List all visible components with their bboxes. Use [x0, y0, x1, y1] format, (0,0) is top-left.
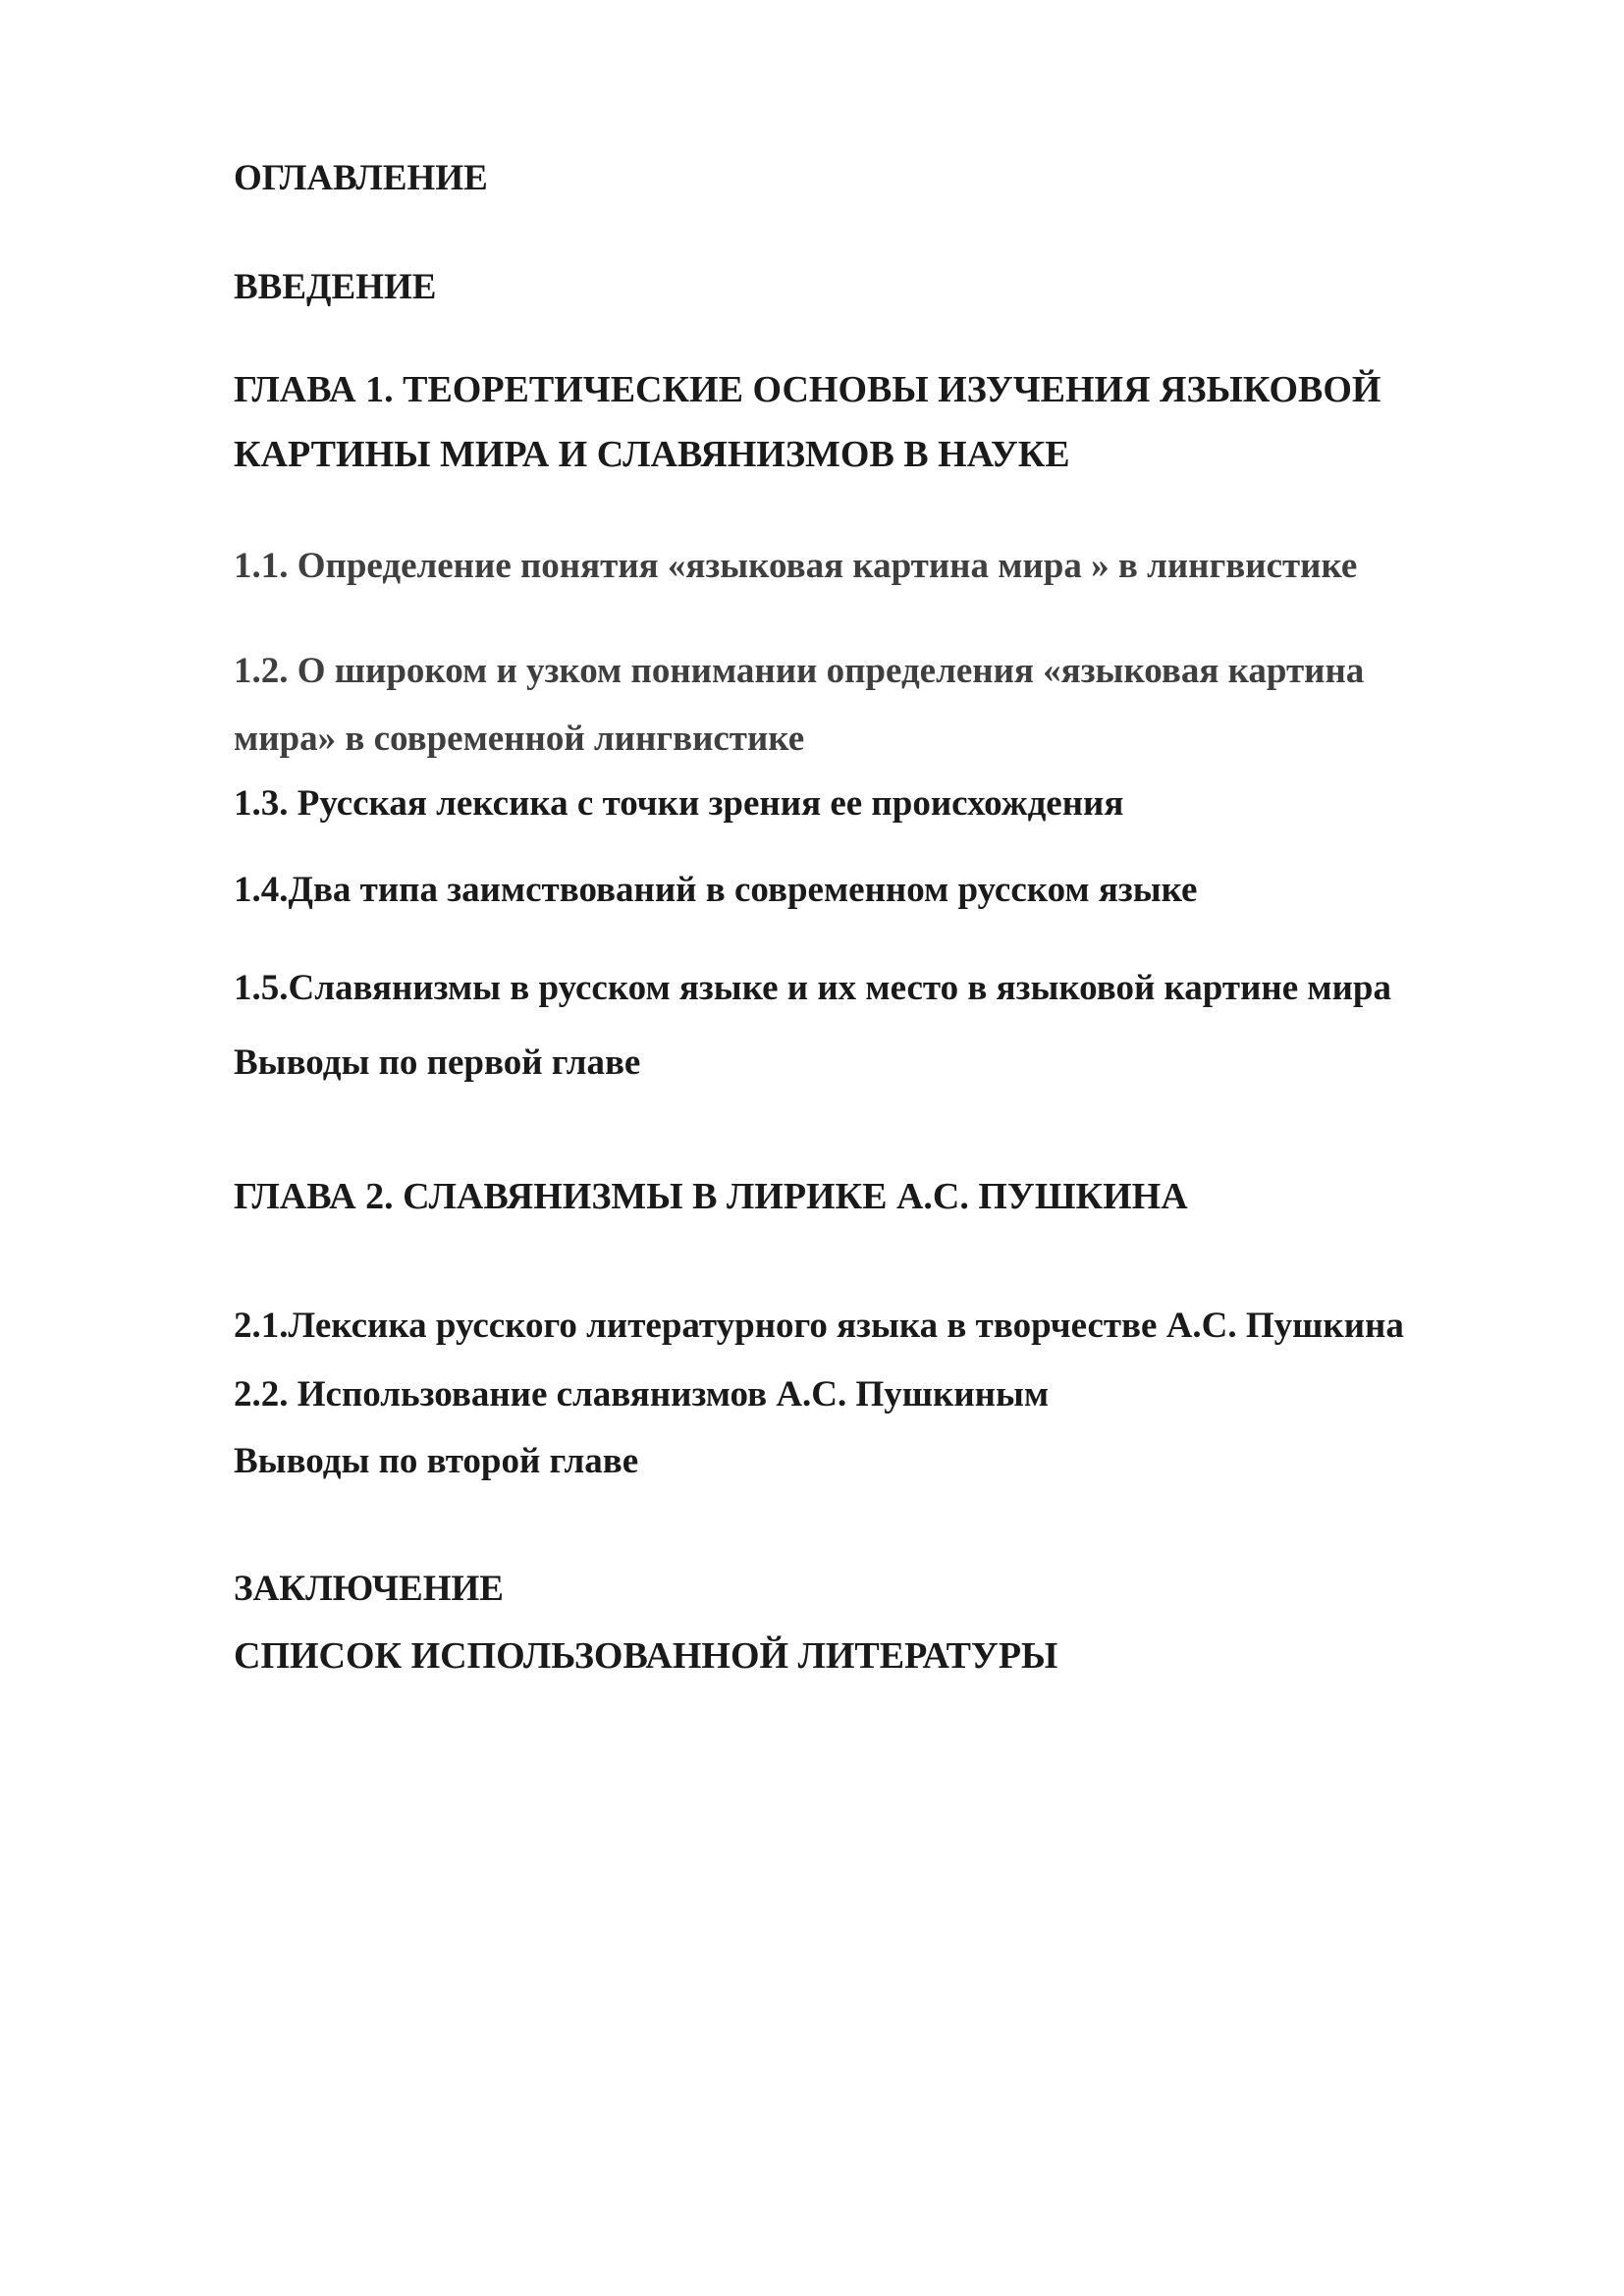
toc-entry-section-1-1: 1.1. Определение понятия «языковая картина мира » в лингвистике	[234, 546, 1358, 586]
toc-entry-section-1-2-line2: мира» в современной лингвистике	[234, 719, 805, 759]
toc-entry-section-1-4: 1.4.Два типа заимствований в современном русском языке	[234, 870, 1198, 910]
toc-entry-section-1-3: 1.3. Русская лексика с точки зрения ее происхождения	[234, 783, 1124, 824]
toc-entry-introduction: ВВЕДЕНИЕ	[234, 267, 437, 307]
toc-title: ОГЛАВЛЕНИЕ	[234, 158, 488, 198]
toc-entry-bibliography: СПИСОК ИСПОЛЬЗОВАННОЙ ЛИТЕРАТУРЫ	[234, 1635, 1058, 1677]
toc-entry-conclusion: ЗАКЛЮЧЕНИЕ	[234, 1569, 504, 1609]
toc-entry-section-2-1: 2.1.Лексика русского литературного языка в творчестве А.С. Пушкина	[234, 1306, 1404, 1346]
toc-entry-chapter1-heading-line2: КАРТИНЫ МИРА И СЛАВЯНИЗМОВ В НАУКЕ	[234, 434, 1070, 475]
toc-entry-chapter2-heading: ГЛАВА 2. СЛАВЯНИЗМЫ В ЛИРИКЕ А.С. ПУШКИНА	[234, 1176, 1188, 1217]
toc-entry-chapter1-conclusions: Выводы по первой главе	[234, 1042, 641, 1083]
toc-entry-section-1-2-line1: 1.2. О широком и узком понимании определения «языковая картина	[234, 651, 1365, 691]
toc-entry-section-2-2: 2.2. Использование славянизмов А.С. Пушкиным	[234, 1374, 1050, 1415]
toc-entry-section-1-5: 1.5.Славянизмы в русском языке и их место в языковой картине мира	[234, 968, 1391, 1008]
toc-entry-chapter1-heading-line1: ГЛАВА 1. ТЕОРЕТИЧЕСКИЕ ОСНОВЫ ИЗУЧЕНИЯ ЯЗЫКОВОЙ	[234, 369, 1381, 410]
toc-entry-chapter2-conclusions: Выводы по второй главе	[234, 1441, 639, 1481]
